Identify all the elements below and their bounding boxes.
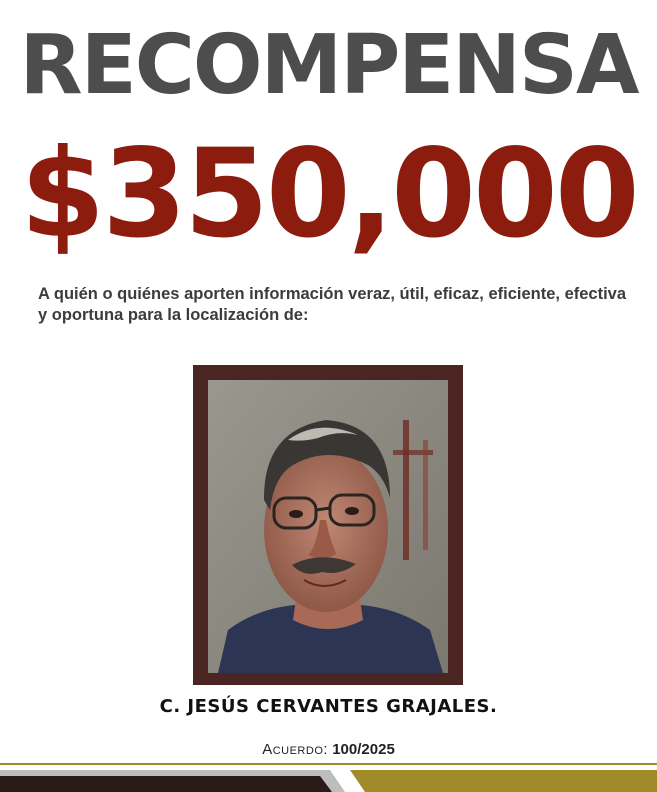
agreement-label: Acuerdo: xyxy=(262,741,329,758)
footer-thin-line xyxy=(0,763,657,765)
headline-recompensa: RECOMPENSA xyxy=(19,18,638,113)
footer-stripe xyxy=(0,760,657,792)
person-name: C. JESÚS CERVANTES GRAJALES. xyxy=(159,696,498,717)
footer-gold-band xyxy=(350,770,657,792)
agreement-number: 100/2025 xyxy=(332,741,395,758)
person-photo xyxy=(208,380,448,673)
footer-dark-band xyxy=(0,776,332,792)
intro-text: A quién o quiénes aporten información veraz, útil, eficaz, eficiente, efectiva y oportuna para la localización de: xyxy=(38,285,627,324)
portrait-illustration xyxy=(208,380,448,673)
photo-frame xyxy=(193,365,463,685)
agreement-line xyxy=(0,740,657,760)
reward-amount: $350,000 xyxy=(20,123,637,265)
